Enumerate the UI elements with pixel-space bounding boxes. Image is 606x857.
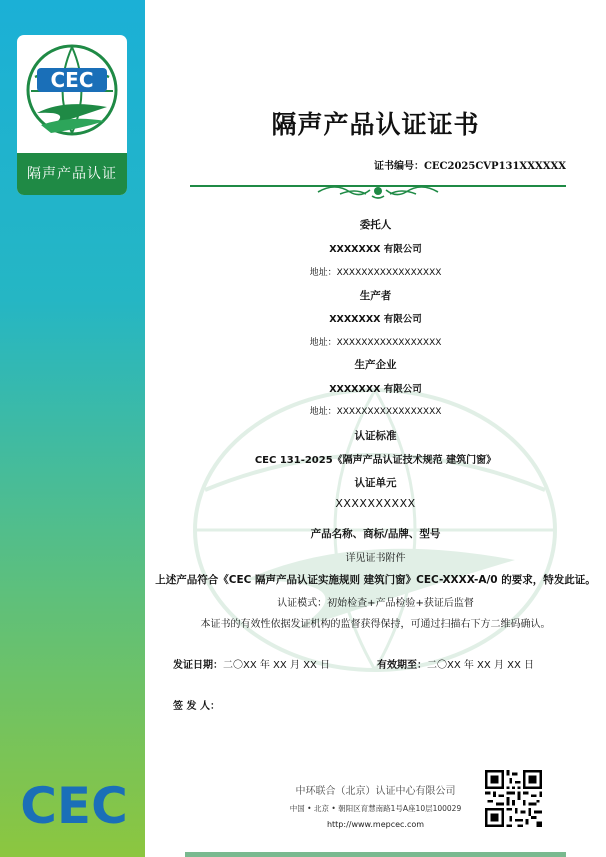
issue-date-value: 二〇XX 年 XX 月 XX 日 — [223, 660, 330, 671]
certificate-title: 隔声产品认证证书 — [271, 110, 480, 139]
client-label: 委托人 — [359, 219, 392, 231]
logo-label: 隔声产品认证 — [17, 153, 127, 195]
cec-bottom-logo — [18, 775, 130, 830]
ornamental-divider — [190, 176, 566, 200]
client-address — [145, 265, 606, 278]
expiry-date-label: 有效期至： — [377, 660, 427, 671]
conformity-statement: 上述产品符合《CEC 隔声产品认证实施规则 建筑门窗》CEC-XXXX-A/0 的要求，特发此证。 — [155, 574, 596, 586]
cert-no-value: CEC2025CVP131XXXXXX — [423, 161, 566, 172]
qr-code-icon[interactable] — [485, 770, 542, 827]
logo-text: CEC — [50, 68, 94, 92]
manufacturer-address — [145, 404, 606, 417]
manufacturer-address-value: XXXXXXXXXXXXXXXXX — [336, 407, 442, 417]
issue-date — [173, 656, 330, 671]
product-label: 产品名称、商标/品牌、型号 — [310, 528, 441, 540]
product-value: 详见证书附件 — [345, 553, 406, 564]
expiry-date-value: 二〇XX 年 XX 月 XX 日 — [427, 660, 534, 671]
unit-label: 认证单元 — [354, 477, 397, 489]
producer-address-label: 地址： — [309, 338, 337, 348]
client-address-label: 地址： — [309, 268, 337, 278]
producer-label: 生产者 — [359, 290, 392, 302]
manufacturer-address-label: 地址： — [309, 407, 337, 417]
manufacturer-label: 生产企业 — [354, 359, 397, 371]
standard-label: 认证标准 — [354, 430, 397, 442]
validity-note: 本证书的有效性依据发证机构的监督获得保持，可通过扫描右下方二维码确认。 — [200, 619, 551, 630]
standard-value: CEC 131-2025《隔声产品认证技术规范 建筑门窗》 — [254, 455, 497, 466]
footer-address: 中国 • 北京 • 朝阳区育慧南路1号A座10层100029 — [289, 804, 462, 813]
unit-value: XXXXXXXXXX — [335, 497, 416, 510]
expiry-date — [377, 656, 534, 671]
certificate-number — [374, 157, 566, 172]
footer-url[interactable]: http://www.mepcec.com — [326, 820, 425, 829]
client-address-value: XXXXXXXXXXXXXXXXX — [336, 268, 442, 278]
producer-address — [145, 335, 606, 348]
cert-no-label: 证书编号： — [373, 161, 424, 172]
certificate-body — [145, 0, 606, 857]
manufacturer-name: XXXXXXX 有限公司 — [329, 384, 422, 395]
cec-logo-badge — [17, 35, 127, 195]
signer-label: 签 发 人： — [173, 701, 220, 712]
client-name: XXXXXXX 有限公司 — [329, 244, 422, 255]
sidebar — [0, 0, 145, 857]
footer-org: 中环联合（北京）认证中心有限公司 — [295, 786, 456, 797]
producer-name: XXXXXXX 有限公司 — [329, 314, 422, 325]
producer-address-value: XXXXXXXXXXXXXXXXX — [336, 338, 442, 348]
cec-globe-logo-icon — [23, 41, 121, 151]
issue-date-label: 发证日期： — [173, 660, 223, 671]
bottom-ornament — [185, 852, 566, 857]
certification-mode: 认证模式：初始检查+产品检验+获证后监督 — [277, 598, 474, 609]
bottom-logo-text: CEC — [20, 777, 128, 830]
